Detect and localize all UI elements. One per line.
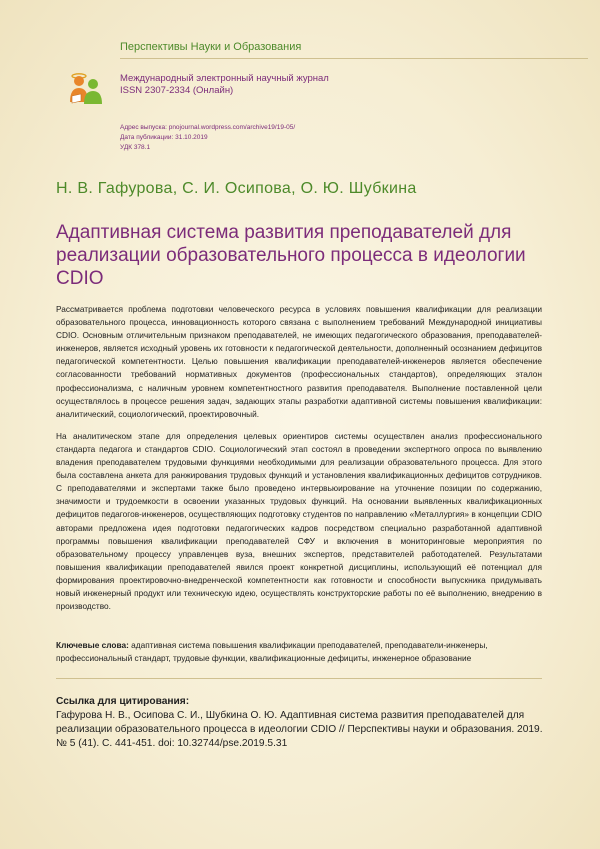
citation-label: Ссылка для цитирования:	[56, 696, 190, 707]
journal-subtitle	[120, 73, 329, 97]
keywords-text: адаптивная система повышения квалификации преподавателей, преподаватели-инженеры, профессиональный стандарт, трудовые функции, квалификационные дефициты, инженерное образование	[56, 640, 488, 663]
citation-text: Гафурова Н. В., Осипова С. И., Шубкина О. Ю. Адаптивная система развития преподавателей для реализации образовательного процесса в идеологии CDIO // Перспективы науки и образования. 2019. № 5 (41). С. 441-451. doi: 10.32744/pse.2019.5.31	[56, 710, 543, 749]
journal-logo-icon	[66, 70, 106, 106]
keywords-label: Ключевые слова:	[56, 640, 129, 650]
citation-divider	[56, 678, 542, 679]
publication-meta	[120, 123, 295, 153]
journal-issn: ISSN 2307-2334 (Онлайн)	[120, 85, 234, 96]
abstract-paragraph: На аналитическом этапе для определения целевых ориентиров системы осуществлен анализ профессионального стандарта педагога и стандартов CDIO. Социологический этап состоял в проведении экспертного опроса по выявлению владения преподавателем трудовыми функциями необходимыми для реализации образовательного процесса. Для этого была составлена анкета для ранжирования трудовых функций и установления квалификационных дефицитов сотрудников. С преподавателями и экспертами также было проведено интервьюирование на уточнение позиции по содержанию, значимости и трудоемкости в освоении указанных трудовых функций. На основании выявленных квалификационных дефицитов педагогов-инженеров, осуществляющих подготовку студентов по направлению «Металлургия» в концепции CDIO авторами предложена идея подготовки педагогических кадров посредством специально разработанной адаптивной программы повышения квалификации преподавателей СФУ и включения в мониторинговые мероприятия по образовательному процессу управленцев вуза, внешних экспертов, представителей работодателей. Результатами повышения квалификации преподавателей явился проект конкретной дисциплины, использующий её потенциал для формирования проектировочно-внедренческой компетентности как готовности и способности выпускника придумывать новый инженерный продукт или техническую идею, осуществлять конструкторские работы по её выполнению, внедрению в производство.	[56, 430, 542, 612]
issue-address: Адрес выпуска: pnojournal.wordpress.com/archive19/19-05/	[120, 124, 296, 131]
udk-code: УДК 378.1	[120, 144, 151, 151]
citation-block	[56, 695, 546, 751]
article-abstract	[56, 303, 542, 622]
journal-subtitle-line1: Международный электронный научный журнал	[120, 73, 329, 84]
publication-date: Дата публикации: 31.10.2019	[120, 134, 208, 141]
keywords-block	[56, 639, 542, 665]
header-divider	[120, 58, 588, 59]
article-authors: Н. В. Гафурова, С. И. Осипова, О. Ю. Шубкина	[56, 180, 417, 197]
article-title: Адаптивная система развития преподавателей для реализации образовательного процесса в идеологии CDIO	[56, 222, 526, 289]
abstract-paragraph: Рассматривается проблема подготовки человеческого ресурса в условиях повышения квалификации для реализации образовательного процесса, инновационность которого связана с выполнением требований Международной инициативы CDIO. Основным отличительным признаком преподавателей, не имеющих педагогического образования, преподавателей-инженеров, является исходный уровень их готовности к педагогической деятельности, дополненный осознанием дефицитов педагогической компетентности. Целью повышения квалификации преподавателей-инженеров является обеспечение согласованности требований нормативных документов (профессиональных стандартов), определяющих эталон профессионализма, с наличным уровнем компетентностного развития преподавателя. Выполнение поставленной цели осуществлялось в процессе решения задач, задающих этапы разработки адаптивной системы повышения квалификации: аналитический, социологический, проектировочный.	[56, 304, 542, 419]
journal-name: Перспективы Науки и Образования	[120, 41, 302, 53]
